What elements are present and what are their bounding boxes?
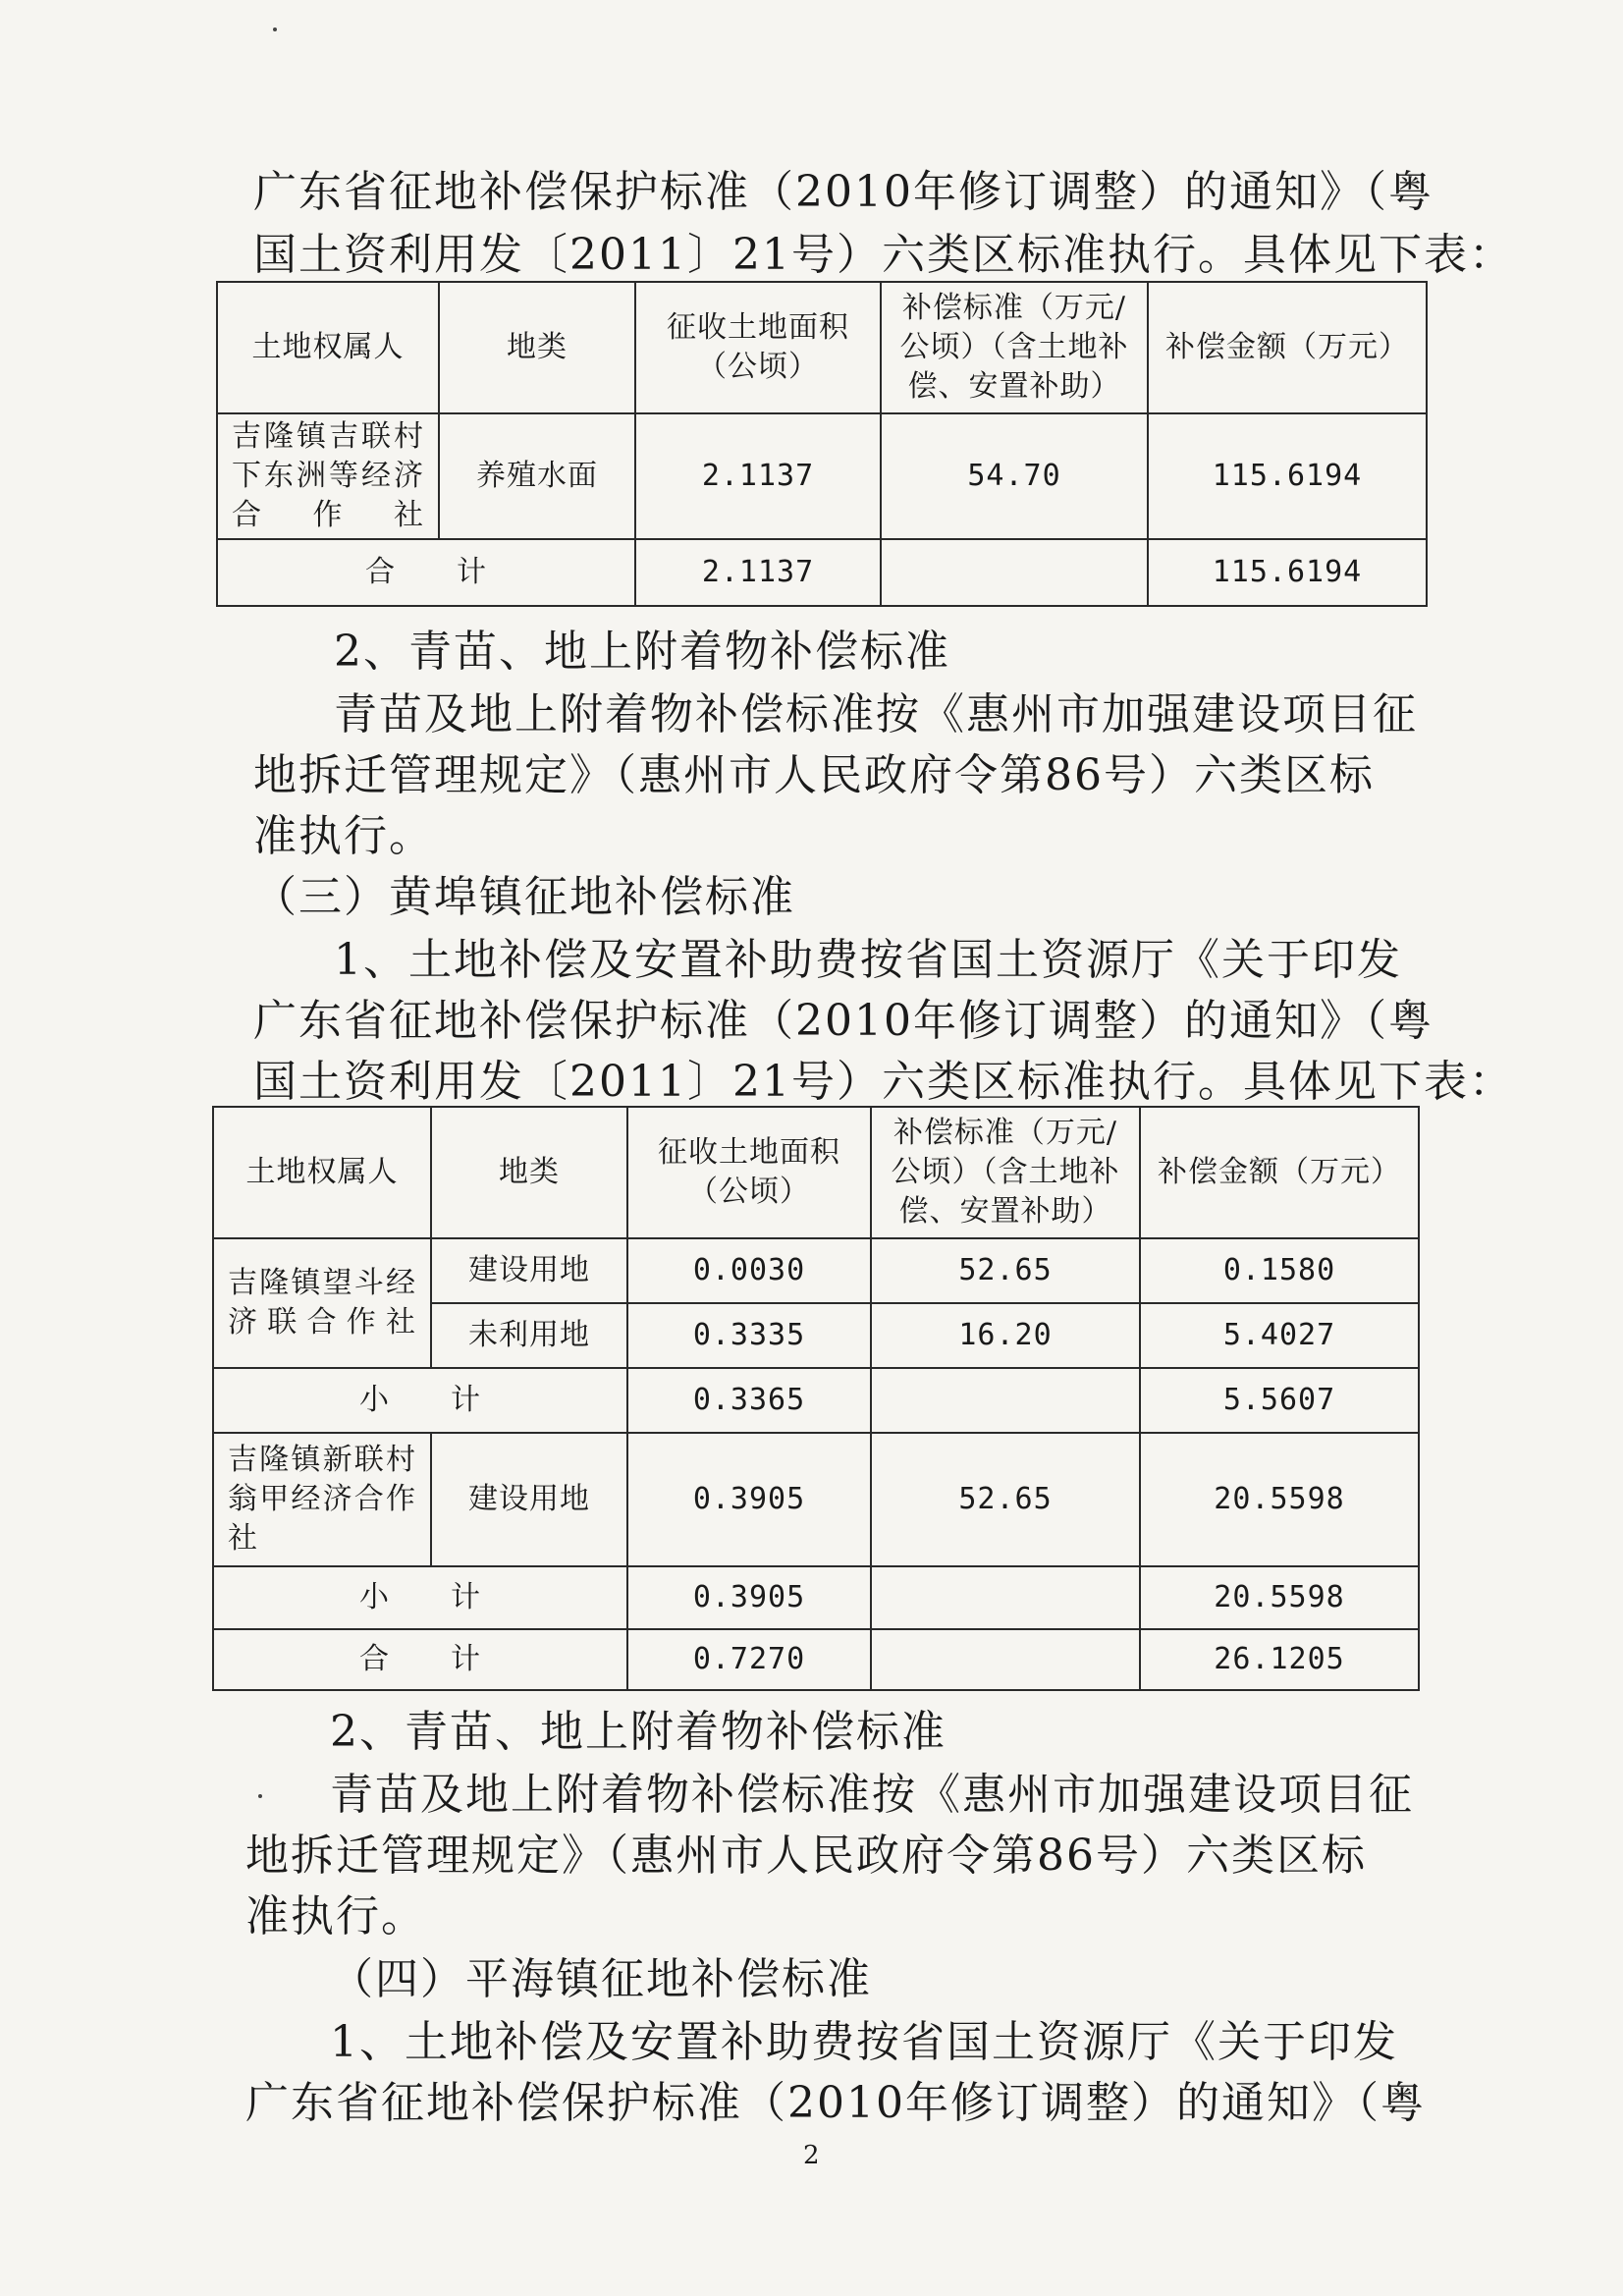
paragraph-line: 准执行。 (253, 811, 434, 861)
header-rate: 补偿标准（万元/公顷）（含土地补偿、安置补助） (881, 282, 1148, 413)
paragraph-line: 1、土地补偿及安置补助费按省国土资源厅《关于印发 (334, 935, 1402, 985)
total-rate (881, 539, 1148, 606)
subtotal-amount: 20.5598 (1140, 1566, 1419, 1629)
rate-cell: 16.20 (871, 1303, 1140, 1368)
rate-cell: 54.70 (881, 413, 1148, 539)
owner-cell: 吉隆镇新联村翁甲经济合作社 (213, 1433, 431, 1566)
paragraph-line: 广东省征地补偿保护标准（2010年修订调整）的通知》（粤 (253, 167, 1434, 217)
page-number: 2 (803, 2141, 820, 2170)
total-amount: 115.6194 (1148, 539, 1427, 606)
subtotal-area: 0.3905 (627, 1566, 871, 1629)
land-type-cell: 建设用地 (431, 1433, 627, 1566)
rate-cell: 52.65 (871, 1238, 1140, 1303)
header-amount: 补偿金额（万元） (1148, 282, 1427, 413)
land-type-cell: 建设用地 (431, 1238, 627, 1303)
owner-cell: 吉隆镇望斗经济联合作社 (213, 1238, 431, 1368)
paragraph-line: 地拆迁管理规定》（惠州市人民政府令第86号）六类区标 (245, 1831, 1367, 1881)
paragraph-line: 广东省征地补偿保护标准（2010年修订调整）的通知》（粤 (245, 2078, 1426, 2128)
section-heading: （四）平海镇征地补偿标准 (330, 1954, 872, 2004)
paragraph-line: 青苗及地上附着物补偿标准按《惠州市加强建设项目征 (334, 689, 1418, 739)
amount-cell: 115.6194 (1148, 413, 1427, 539)
total-amount: 26.1205 (1140, 1629, 1419, 1690)
rate-cell: 52.65 (871, 1433, 1140, 1566)
area-cell: 0.3905 (627, 1433, 871, 1566)
total-area: 0.7270 (627, 1629, 871, 1690)
subheading: 2、青苗、地上附着物补偿标准 (334, 627, 950, 677)
table-row (213, 1433, 1419, 1566)
paragraph-line: 广东省征地补偿保护标准（2010年修订调整）的通知》（粤 (253, 996, 1434, 1046)
amount-cell: 0.1580 (1140, 1238, 1419, 1303)
section-heading: （三）黄埠镇征地补偿标准 (253, 872, 795, 922)
subtotal-amount: 5.5607 (1140, 1368, 1419, 1433)
header-rate: 补偿标准（万元/公顷）（含土地补偿、安置补助） (871, 1107, 1140, 1238)
paragraph-line: 国土资利用发〔2011〕21号）六类区标准执行。具体见下表： (253, 230, 1514, 280)
land-type-cell: 养殖水面 (439, 413, 635, 539)
total-label: 合 计 (213, 1629, 627, 1690)
total-label: 合 计 (217, 539, 635, 606)
owner-cell: 吉隆镇吉联村下东洲等经济合作社 (217, 413, 439, 539)
amount-cell: 5.4027 (1140, 1303, 1419, 1368)
table-row (217, 413, 1427, 539)
header-land-type: 地类 (439, 282, 635, 413)
paragraph-line: 1、土地补偿及安置补助费按省国土资源厅《关于印发 (330, 2017, 1398, 2067)
total-rate (871, 1629, 1140, 1690)
amount-cell: 20.5598 (1140, 1433, 1419, 1566)
land-type-cell: 未利用地 (431, 1303, 627, 1368)
area-cell: 0.0030 (627, 1238, 871, 1303)
subtotal-rate (871, 1566, 1140, 1629)
subtotal-row (213, 1368, 1419, 1433)
header-area: 征收土地面积（公顷） (627, 1107, 871, 1238)
header-owner: 土地权属人 (217, 282, 439, 413)
total-row (213, 1629, 1419, 1690)
paragraph-line: 青苗及地上附着物补偿标准按《惠州市加强建设项目征 (330, 1770, 1414, 1820)
total-row (217, 539, 1427, 606)
subtotal-row (213, 1566, 1419, 1629)
header-owner: 土地权属人 (213, 1107, 431, 1238)
paragraph-line: 国土资利用发〔2011〕21号）六类区标准执行。具体见下表： (253, 1057, 1514, 1107)
header-land-type: 地类 (431, 1107, 627, 1238)
scan-speck (273, 27, 277, 31)
area-cell: 2.1137 (635, 413, 881, 539)
subtotal-rate (871, 1368, 1140, 1433)
header-amount: 补偿金额（万元） (1140, 1107, 1419, 1238)
subtotal-label: 小 计 (213, 1566, 627, 1629)
subtotal-label: 小 计 (213, 1368, 627, 1433)
table-header-row (213, 1107, 1419, 1238)
subtotal-area: 0.3365 (627, 1368, 871, 1433)
paragraph-line: 地拆迁管理规定》（惠州市人民政府令第86号）六类区标 (253, 750, 1375, 800)
header-area: 征收土地面积（公顷） (635, 282, 881, 413)
paragraph-line: 准执行。 (245, 1891, 426, 1941)
subheading: 2、青苗、地上附着物补偿标准 (330, 1707, 947, 1757)
compensation-table-1 (216, 281, 1428, 607)
table-header-row (217, 282, 1427, 413)
scan-speck (258, 1794, 262, 1798)
table-row (213, 1238, 1419, 1303)
compensation-table-2 (212, 1106, 1420, 1691)
total-area: 2.1137 (635, 539, 881, 606)
area-cell: 0.3335 (627, 1303, 871, 1368)
